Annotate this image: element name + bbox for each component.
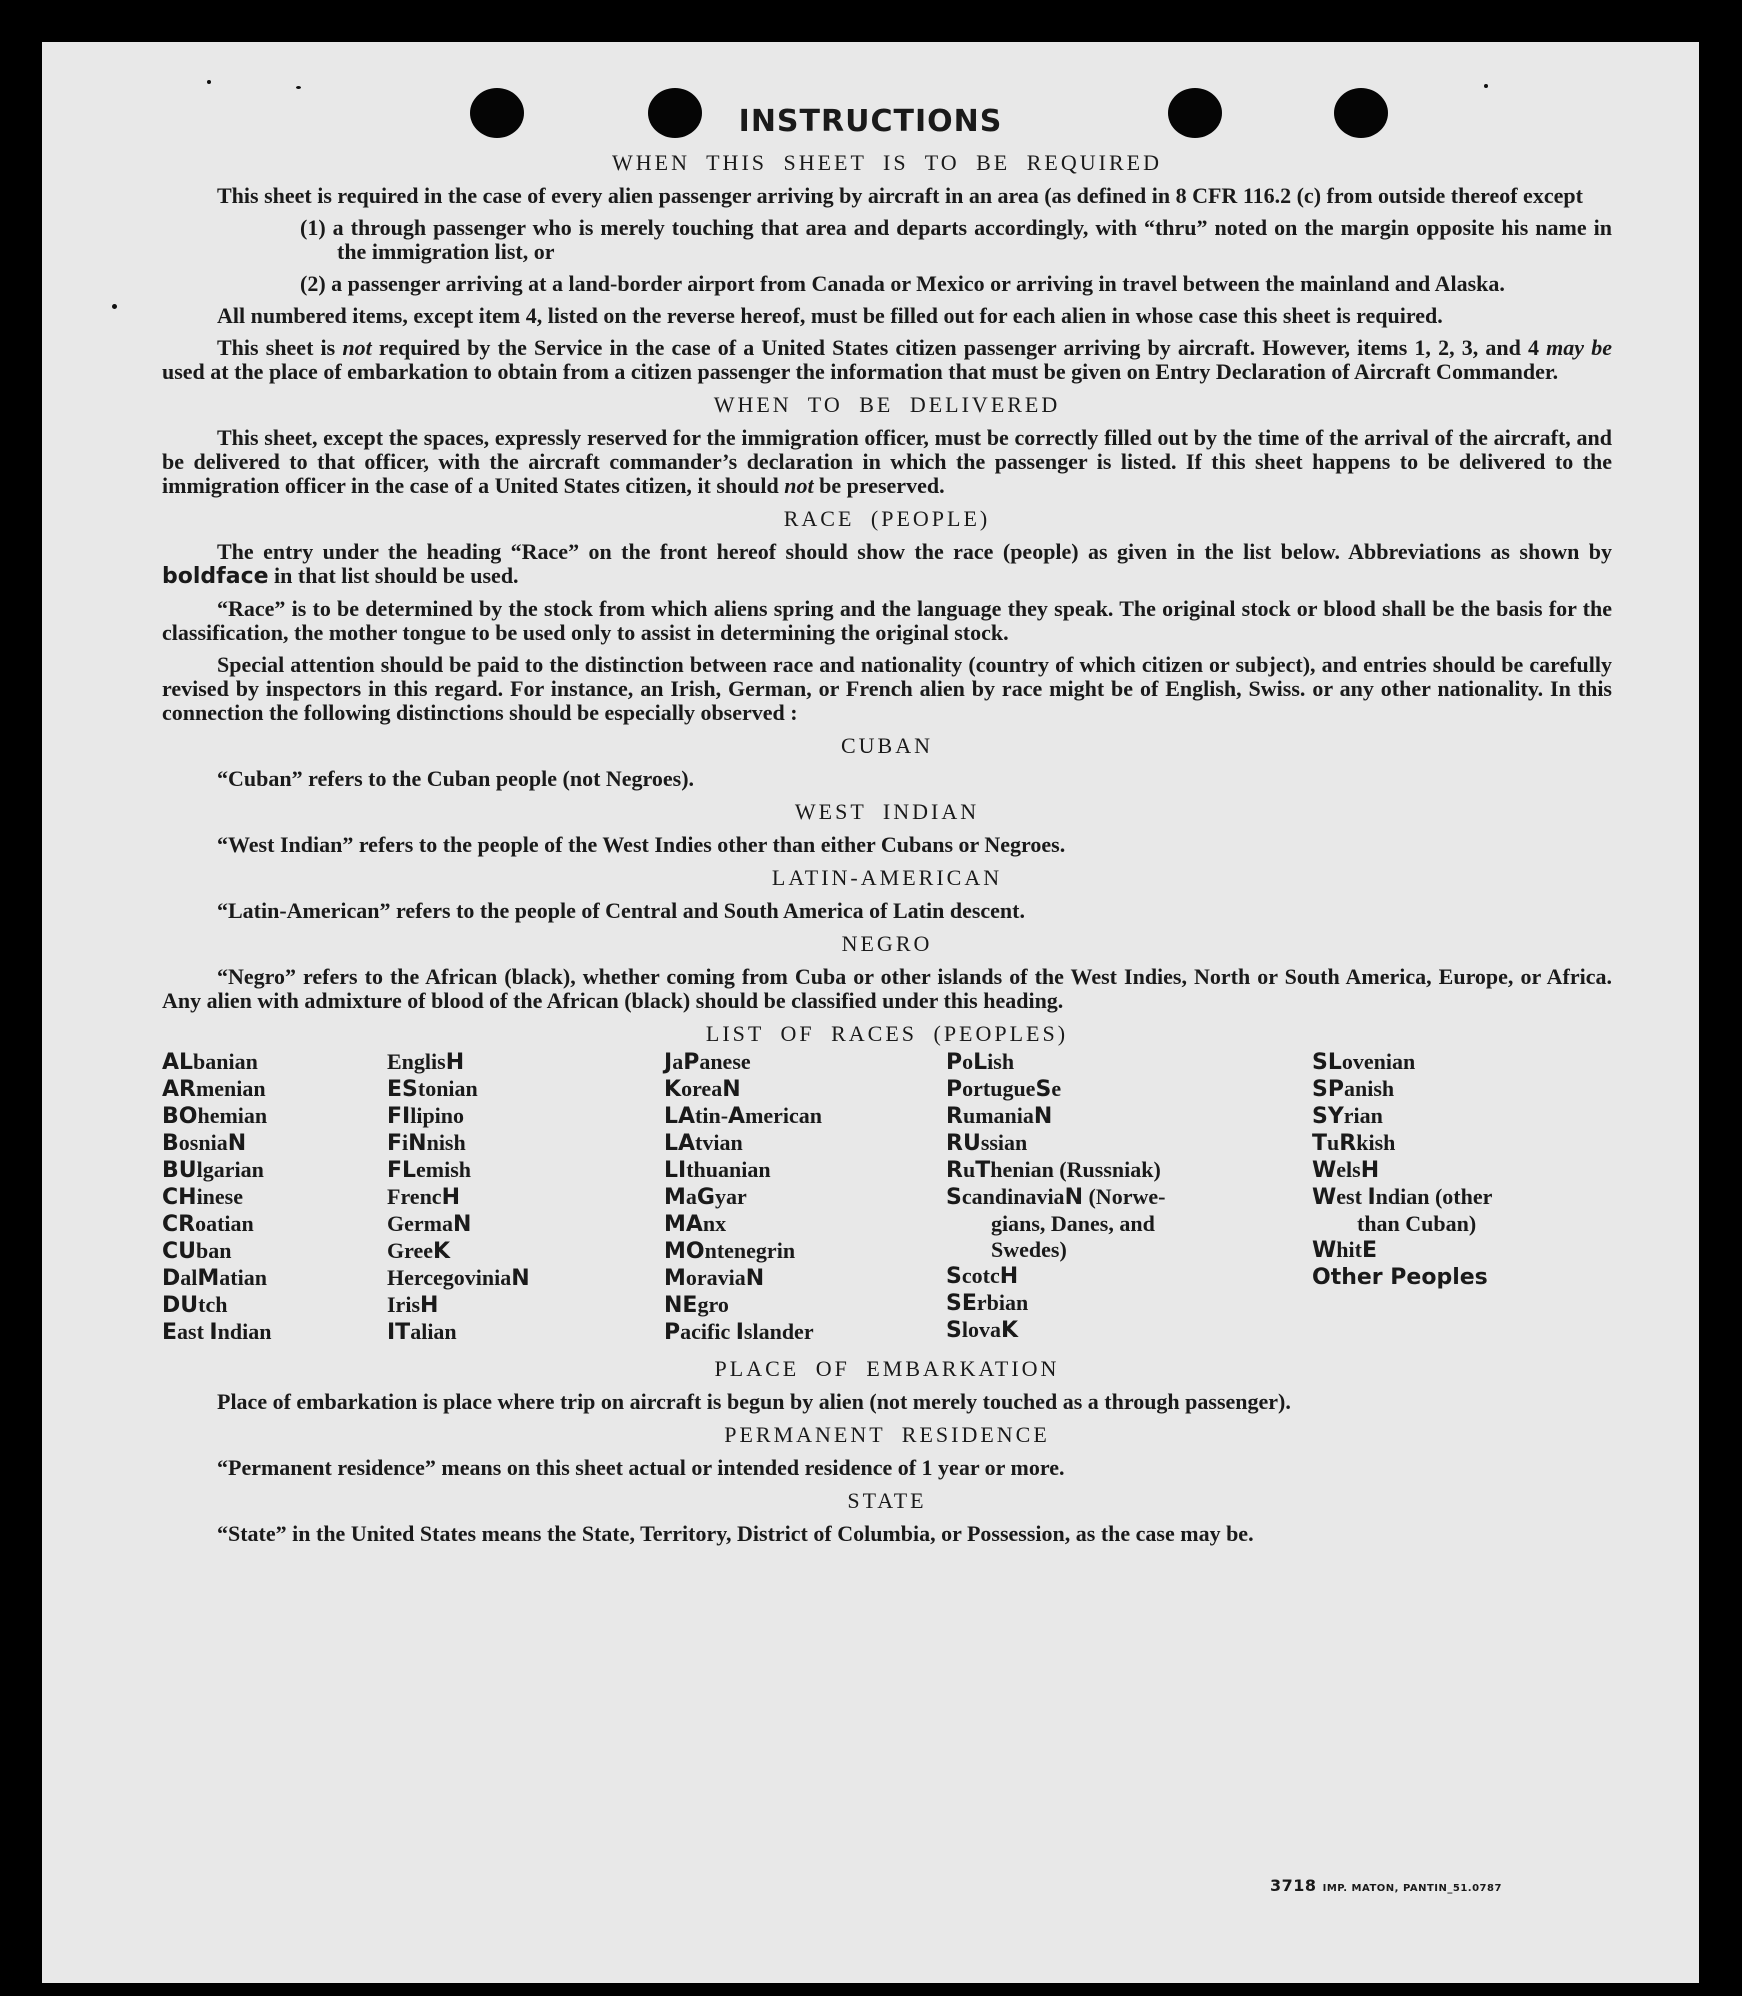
- exception-item: (1) a through passenger who is merely touching that area and departs accordingly, with “thru” noted on the margin opposite his name in the immigration list, or: [300, 215, 1612, 264]
- speck: [296, 86, 301, 89]
- race-entry: SLovenian: [1312, 1049, 1416, 1075]
- race-entry: FLemish: [387, 1157, 472, 1183]
- race-entry: MAnx: [664, 1211, 727, 1237]
- race-entry: BosniaN: [162, 1130, 247, 1156]
- paragraph: This sheet is not required by the Service in the case of a United States citizen passenger arriving by aircraft. However, items 1, 2, 3, and 4 may be used at the place of embarkation to obtain from a citizen passenger the information that must be given on Entry Declaration of Aircraft Commander.: [162, 335, 1612, 384]
- race-entry: BUlgarian: [162, 1157, 264, 1183]
- race-entry: ARmenian: [162, 1076, 266, 1102]
- race-entry: CRoatian: [162, 1211, 254, 1237]
- race-entry: EnglisH: [387, 1049, 465, 1075]
- race-entry: MoraviaN: [664, 1265, 765, 1291]
- race-entry: PortugueSe: [946, 1076, 1062, 1102]
- race-entry: WelsH: [1312, 1157, 1380, 1183]
- race-column: [387, 1049, 664, 1346]
- race-entry: LIthuanian: [664, 1157, 771, 1183]
- paragraph: “Cuban” refers to the Cuban people (not Negroes).: [217, 766, 695, 791]
- race-entry: BOhemian: [162, 1103, 268, 1129]
- race-entry: LAtvian: [664, 1130, 743, 1156]
- heading-state: STATE: [847, 1488, 927, 1513]
- race-entry: IrisH: [387, 1292, 439, 1318]
- race-entry: DUtch: [162, 1292, 228, 1318]
- race-entry: KoreaN: [664, 1076, 741, 1102]
- race-entry: SYrian: [1312, 1103, 1383, 1129]
- race-entry: FIlipino: [387, 1103, 465, 1129]
- heading-residence: PERMANENT RESIDENCE: [724, 1422, 1050, 1447]
- race-column: [1312, 1049, 1572, 1346]
- race-entry: East Indian: [162, 1319, 272, 1345]
- paragraph: “Permanent residence” means on this sheet actual or intended residence of 1 year or more.: [217, 1455, 1065, 1480]
- race-entry: RUssian: [946, 1130, 1028, 1156]
- race-entry: MOntenegrin: [664, 1238, 796, 1264]
- speck: [207, 80, 211, 84]
- race-entry: LAtin-American: [664, 1103, 823, 1129]
- paragraph: “State” in the United States means the State, Territory, District of Columbia, or Possession, as the case may be.: [217, 1521, 1254, 1546]
- race-entry: GermaN: [387, 1211, 472, 1237]
- race-entry: RumaniaN: [946, 1103, 1053, 1129]
- heading-negro: NEGRO: [841, 931, 933, 956]
- race-entry: SlovaK: [946, 1317, 1019, 1343]
- race-entry: GreeK: [387, 1238, 451, 1264]
- race-entry: ITalian: [387, 1319, 457, 1345]
- heading-delivered: WHEN TO BE DELIVERED: [713, 392, 1061, 417]
- race-column: [162, 1049, 387, 1346]
- race-entry: FrencH: [387, 1184, 460, 1210]
- race-entry: WhitE: [1312, 1237, 1377, 1263]
- exception-item: (2) a passenger arriving at a land-border airport from Canada or Mexico or arriving in travel between the mainland and Alaska.: [300, 271, 1505, 296]
- form-code: 3718 IMP. MATON, PANTIN_51.0787: [1270, 1876, 1502, 1895]
- race-entry: FiNnish: [387, 1130, 466, 1156]
- race-entry: ScandinaviaN (Norwe-: [946, 1184, 1166, 1210]
- paragraph: “West Indian” refers to the people of the West Indies other than either Cubans or Negroes.: [217, 832, 1066, 857]
- race-entry: gians, Danes, and: [991, 1211, 1155, 1236]
- race-entry: ALbanian: [162, 1049, 258, 1075]
- race-entry: SPanish: [1312, 1076, 1395, 1102]
- race-entry: RuThenian (Russniak): [946, 1157, 1161, 1183]
- race-entry: MaGyar: [664, 1184, 747, 1210]
- race-entry: ScotcH: [946, 1263, 1019, 1289]
- heading-west-indian: WEST INDIAN: [794, 799, 980, 824]
- race-entry: CUban: [162, 1238, 232, 1264]
- heading-embarkation: PLACE OF EMBARKATION: [714, 1356, 1060, 1381]
- speck: [1484, 84, 1488, 88]
- page-title: INSTRUCTIONS: [738, 104, 1003, 139]
- race-entry: West Indian (other: [1312, 1184, 1493, 1210]
- paragraph: All numbered items, except item 4, listed on the reverse hereof, must be filled out for each alien in whose case this sheet is required.: [217, 303, 1443, 328]
- race-entry: than Cuban): [1357, 1211, 1477, 1236]
- race-entry: Swedes): [991, 1237, 1067, 1262]
- race-entry: Other Peoples: [1312, 1265, 1488, 1290]
- heading-latin-american: LATIN-AMERICAN: [771, 865, 1003, 890]
- paragraph: “Latin-American” refers to the people of Central and South America of Latin descent.: [217, 898, 1025, 923]
- race-column: [946, 1049, 1312, 1346]
- race-entry: EStonian: [387, 1076, 478, 1102]
- race-entry: Pacific Islander: [664, 1319, 814, 1345]
- race-list: [162, 1049, 1612, 1346]
- race-entry: NEgro: [664, 1292, 729, 1318]
- race-entry: JaPanese: [664, 1049, 751, 1075]
- heading-race: RACE (PEOPLE): [783, 506, 991, 531]
- race-entry: HercegoviniaN: [387, 1265, 530, 1291]
- race-column: [664, 1049, 946, 1346]
- instructions-body: [162, 150, 1612, 1554]
- heading-list-of-races: LIST OF RACES (PEOPLES): [705, 1021, 1069, 1046]
- paragraph: “Race” is to be determined by the stock from which aliens spring and the language they speak. The original stock or blood shall be the basis for the classification, the mother tongue to be used only to assist in determining the original stock.: [162, 596, 1612, 645]
- paragraph: This sheet, except the spaces, expressly reserved for the immigration officer, must be correctly filled out by the time of the arrival of the aircraft, and be delivered to that officer, with the aircraft commander’s declaration in which the passenger is listed. If this sheet happens to be delivered to the immigration officer in the case of a United States citizen, it should not be preserved.: [162, 425, 1612, 498]
- heading-required: WHEN THIS SHEET IS TO BE REQUIRED: [612, 150, 1162, 175]
- paragraph: Place of embarkation is place where trip on aircraft is begun by alien (not merely touched as a through passenger).: [217, 1389, 1291, 1414]
- race-entry: CHinese: [162, 1184, 244, 1210]
- paragraph: The entry under the heading “Race” on the front hereof should show the race (people) as given in the list below. Abbreviations as shown by boldface in that list should be used.: [162, 539, 1612, 589]
- race-entry: TuRkish: [1312, 1130, 1396, 1156]
- paragraph: Special attention should be paid to the distinction between race and nationality (country of which citizen or subject), and entries should be carefully revised by inspectors in this regard. For instance, an Irish, German, or French alien by race might be of English, Swiss. or any other nationality. In this connection the following distinctions should be especially observed :: [162, 652, 1612, 725]
- heading-cuban: CUBAN: [840, 733, 933, 758]
- race-entry: PoLish: [946, 1049, 1015, 1075]
- paragraph: “Negro” refers to the African (black), whether coming from Cuba or other islands of the West Indies, North or South America, Europe, or Africa. Any alien with admixture of blood of the African (black) should be classified under this heading.: [162, 964, 1612, 1013]
- race-entry: DalMatian: [162, 1265, 267, 1291]
- race-entry: SErbian: [946, 1290, 1029, 1316]
- paragraph: This sheet is required in the case of every alien passenger arriving by aircraft in an area (as defined in 8 CFR 116.2 (c) from outside thereof except: [217, 183, 1583, 208]
- document-page: [42, 42, 1699, 1983]
- speck: [112, 304, 117, 309]
